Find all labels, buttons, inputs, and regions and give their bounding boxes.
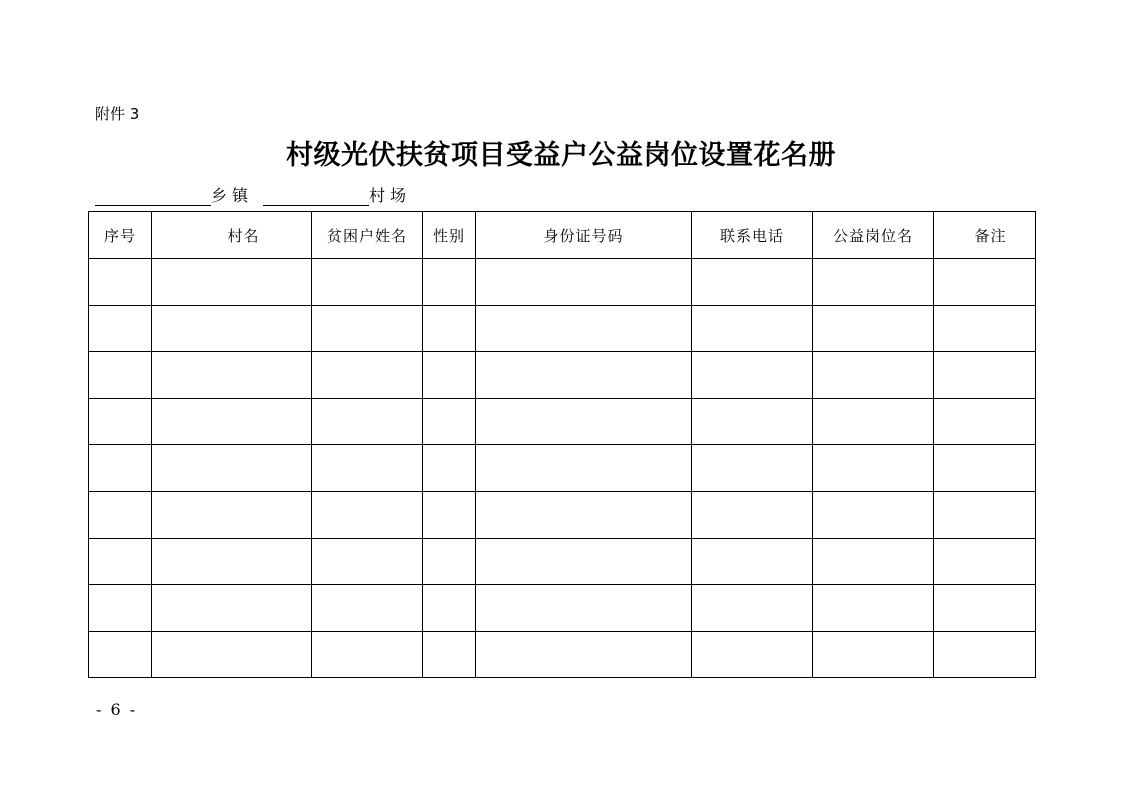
gender-cell bbox=[423, 631, 476, 678]
roster-table bbox=[88, 211, 1036, 678]
position-name-cell bbox=[813, 398, 934, 445]
position-name-cell bbox=[813, 585, 934, 632]
header-household-name: 贫困户姓名 bbox=[312, 212, 423, 259]
table-row bbox=[89, 491, 1036, 538]
id-number-cell bbox=[476, 491, 692, 538]
gender-cell bbox=[423, 305, 476, 352]
serial-cell bbox=[89, 631, 152, 678]
header-serial-number: 序号 bbox=[89, 212, 152, 259]
phone-cell bbox=[692, 352, 813, 399]
village-cell bbox=[152, 352, 312, 399]
phone-cell bbox=[692, 305, 813, 352]
table-row bbox=[89, 398, 1036, 445]
header-id-number: 身份证号码 bbox=[476, 212, 692, 259]
table-row bbox=[89, 538, 1036, 585]
household-name-cell bbox=[312, 491, 423, 538]
position-name-cell bbox=[813, 259, 934, 306]
location-fill-in bbox=[95, 184, 411, 208]
household-name-cell bbox=[312, 305, 423, 352]
remarks-cell bbox=[934, 631, 1036, 678]
id-number-cell bbox=[476, 259, 692, 306]
village-suffix: 村场 bbox=[369, 186, 412, 205]
position-name-cell bbox=[813, 491, 934, 538]
table-row bbox=[89, 445, 1036, 492]
household-name-cell bbox=[312, 585, 423, 632]
village-cell bbox=[152, 305, 312, 352]
household-name-cell bbox=[312, 352, 423, 399]
id-number-cell bbox=[476, 398, 692, 445]
phone-cell bbox=[692, 491, 813, 538]
village-blank bbox=[263, 186, 369, 206]
position-name-cell bbox=[813, 305, 934, 352]
id-number-cell bbox=[476, 305, 692, 352]
serial-cell bbox=[89, 352, 152, 399]
gender-cell bbox=[423, 259, 476, 306]
serial-cell bbox=[89, 398, 152, 445]
header-remarks: 备注 bbox=[934, 212, 1036, 259]
id-number-cell bbox=[476, 631, 692, 678]
gender-cell bbox=[423, 538, 476, 585]
table-row bbox=[89, 631, 1036, 678]
village-cell bbox=[152, 259, 312, 306]
remarks-cell bbox=[934, 491, 1036, 538]
header-phone: 联系电话 bbox=[692, 212, 813, 259]
household-name-cell bbox=[312, 538, 423, 585]
phone-cell bbox=[692, 585, 813, 632]
household-name-cell bbox=[312, 445, 423, 492]
remarks-cell bbox=[934, 305, 1036, 352]
town-suffix: 乡镇 bbox=[211, 186, 254, 205]
remarks-cell bbox=[934, 538, 1036, 585]
phone-cell bbox=[692, 445, 813, 492]
table-row bbox=[89, 305, 1036, 352]
serial-cell bbox=[89, 585, 152, 632]
phone-cell bbox=[692, 259, 813, 306]
id-number-cell bbox=[476, 585, 692, 632]
position-name-cell bbox=[813, 631, 934, 678]
position-name-cell bbox=[813, 445, 934, 492]
village-cell bbox=[152, 538, 312, 585]
gender-cell bbox=[423, 398, 476, 445]
remarks-cell bbox=[934, 585, 1036, 632]
household-name-cell bbox=[312, 398, 423, 445]
phone-cell bbox=[692, 398, 813, 445]
serial-cell bbox=[89, 305, 152, 352]
id-number-cell bbox=[476, 445, 692, 492]
household-name-cell bbox=[312, 631, 423, 678]
id-number-cell bbox=[476, 538, 692, 585]
remarks-cell bbox=[934, 352, 1036, 399]
household-name-cell bbox=[312, 259, 423, 306]
header-position-name: 公益岗位名 bbox=[813, 212, 934, 259]
header-village-name: 村名 bbox=[152, 212, 312, 259]
phone-cell bbox=[692, 538, 813, 585]
village-cell bbox=[152, 631, 312, 678]
gender-cell bbox=[423, 445, 476, 492]
serial-cell bbox=[89, 491, 152, 538]
town-blank bbox=[95, 186, 211, 206]
serial-cell bbox=[89, 259, 152, 306]
attachment-label: 附件 3 bbox=[95, 105, 140, 123]
phone-cell bbox=[692, 631, 813, 678]
village-cell bbox=[152, 398, 312, 445]
table-row bbox=[89, 259, 1036, 306]
remarks-cell bbox=[934, 398, 1036, 445]
table-row bbox=[89, 585, 1036, 632]
remarks-cell bbox=[934, 259, 1036, 306]
village-cell bbox=[152, 445, 312, 492]
remarks-cell bbox=[934, 445, 1036, 492]
village-cell bbox=[152, 585, 312, 632]
document-title: 村级光伏扶贫项目受益户公益岗位设置花名册 bbox=[286, 140, 836, 171]
header-gender: 性别 bbox=[423, 212, 476, 259]
page-number: - 6 - bbox=[96, 700, 136, 719]
position-name-cell bbox=[813, 538, 934, 585]
id-number-cell bbox=[476, 352, 692, 399]
village-cell bbox=[152, 491, 312, 538]
gender-cell bbox=[423, 491, 476, 538]
table-header-row bbox=[89, 212, 1036, 259]
position-name-cell bbox=[813, 352, 934, 399]
serial-cell bbox=[89, 445, 152, 492]
table-row bbox=[89, 352, 1036, 399]
serial-cell bbox=[89, 538, 152, 585]
gender-cell bbox=[423, 352, 476, 399]
gender-cell bbox=[423, 585, 476, 632]
